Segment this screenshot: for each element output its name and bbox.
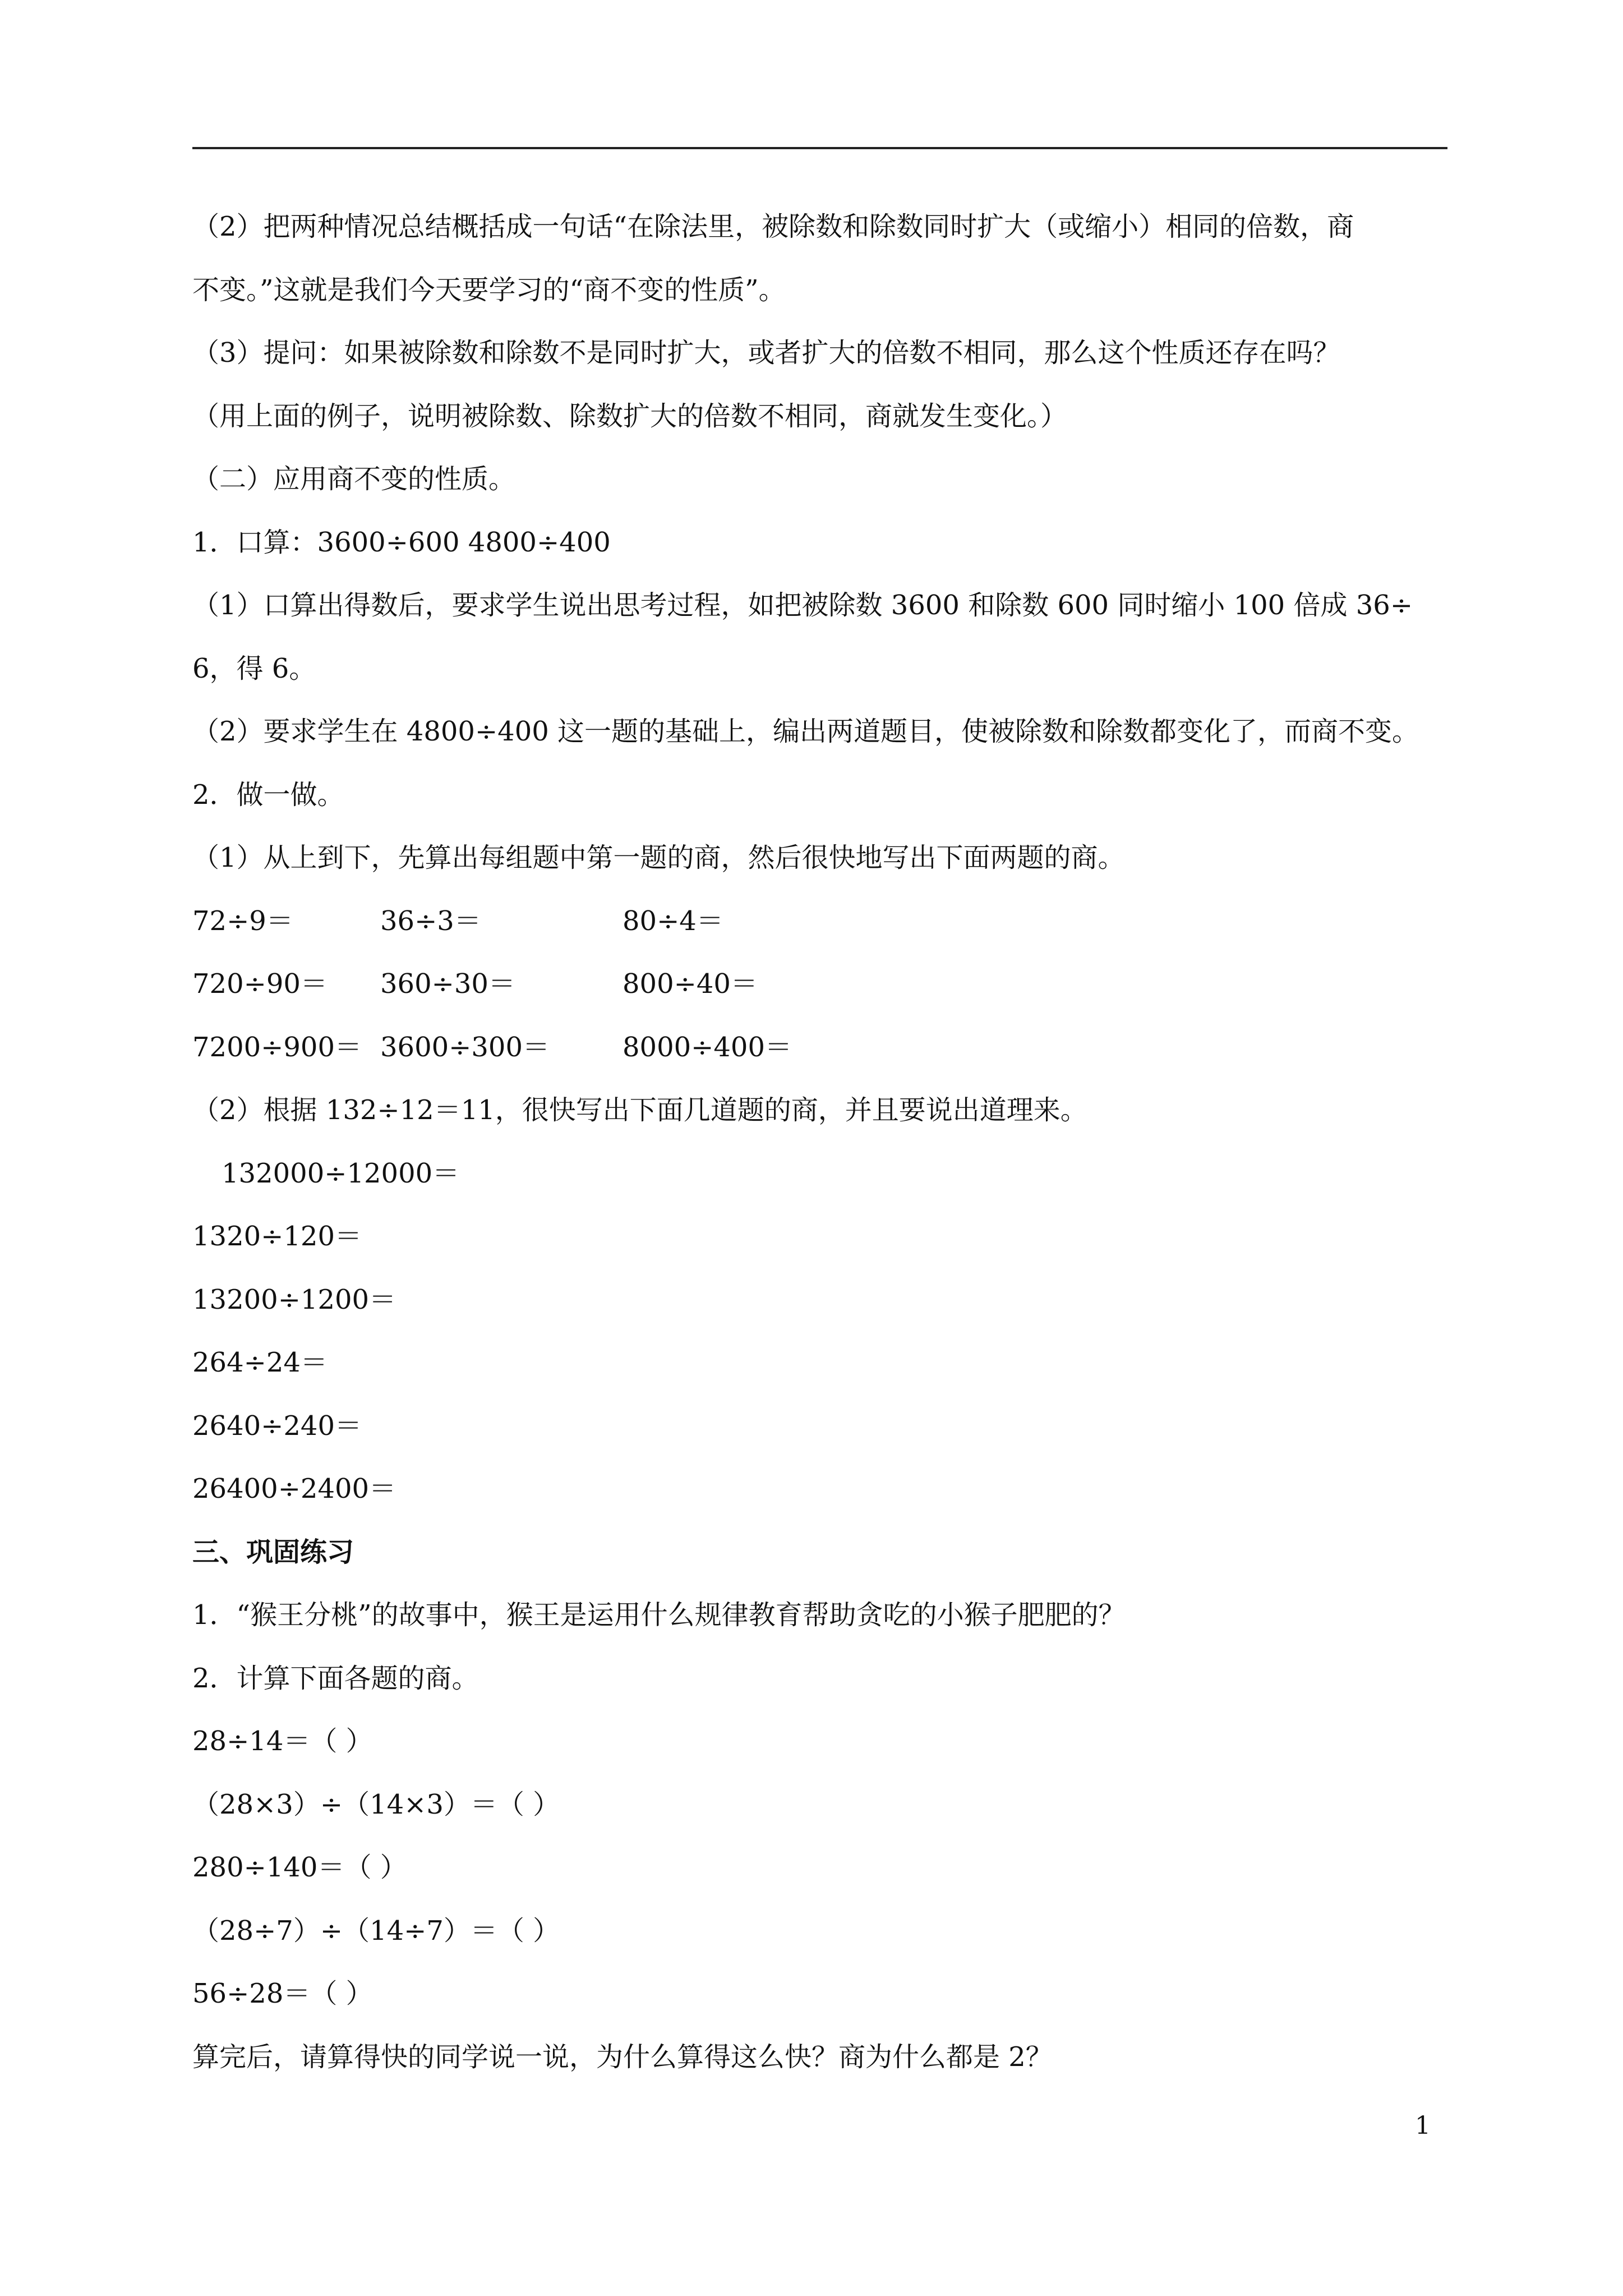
quick-quotient-item: 2640÷240＝ bbox=[192, 1410, 362, 1442]
practice-item: （28÷7）÷（14÷7）＝（ ） bbox=[192, 1915, 560, 1947]
quick-quotient-item: 13200÷1200＝ bbox=[192, 1283, 396, 1315]
exercise-cell: 8000÷400＝ bbox=[623, 1031, 792, 1063]
exercise-cell: 36÷3＝ bbox=[380, 905, 481, 937]
exercise-cell: 80÷4＝ bbox=[623, 905, 723, 937]
paragraph-thinking-line-2: 6，得 6。 bbox=[192, 652, 316, 684]
exercise-row bbox=[192, 890, 1449, 953]
exercise-row bbox=[192, 1016, 1449, 1079]
exercise-cell: 72÷9＝ bbox=[192, 905, 293, 937]
quick-quotient-instruction: （2）根据 132÷12＝11，很快写出下面几道题的商，并且要说出道理来。 bbox=[192, 1094, 1087, 1126]
exercise-row bbox=[192, 953, 1449, 1016]
practice-item: 280÷140＝（ ） bbox=[192, 1852, 407, 1883]
paragraph-summary-line-2: 不变。”这就是我们今天要学习的“商不变的性质”。 bbox=[192, 274, 786, 306]
exercise-cell: 3600÷300＝ bbox=[380, 1031, 550, 1063]
paragraph-compose: （2）要求学生在 4800÷400 这一题的基础上，编出两道题目，使被除数和除数都变化了，而商不变。 bbox=[192, 716, 1419, 747]
page-number: 1 bbox=[1415, 2111, 1431, 2140]
practice-item: （28×3）÷（14×3）＝（ ） bbox=[192, 1788, 560, 1820]
section-heading: 三、巩固练习 bbox=[192, 1536, 354, 1568]
subsection-heading: （二）应用商不变的性质。 bbox=[192, 463, 516, 495]
practice-closing: 算完后，请算得快的同学说一说，为什么算得这么快？商为什么都是 2？ bbox=[192, 2041, 1053, 2073]
exercise-cell: 800÷40＝ bbox=[623, 968, 758, 1000]
header-rule bbox=[192, 147, 1447, 149]
quick-quotient-item: 26400÷2400＝ bbox=[192, 1473, 396, 1504]
practice-item: 56÷28＝（ ） bbox=[192, 1978, 373, 2009]
paragraph-summary-line-1: （2）把两种情况总结概括成一句话“在除法里，被除数和除数同时扩大（或缩小）相同的倍数，商 bbox=[192, 211, 1354, 242]
paragraph-question: （3）提问：如果被除数和除数不是同时扩大，或者扩大的倍数不相同，那么这个性质还存在吗？ bbox=[192, 337, 1340, 369]
exercise-cell: 360÷30＝ bbox=[380, 968, 515, 1000]
practice-question-2: 2．计算下面各题的商。 bbox=[192, 1662, 479, 1694]
quick-quotient-item: 1320÷120＝ bbox=[192, 1221, 362, 1252]
oral-calculation: 1．口算：3600÷600 4800÷400 bbox=[192, 526, 611, 558]
do-it-instruction: （1）从上到下，先算出每组题中第一题的商，然后很快地写出下面两题的商。 bbox=[192, 842, 1125, 873]
exercise-cell: 7200÷900＝ bbox=[192, 1031, 362, 1063]
quick-quotient-item: 132000÷12000＝ bbox=[222, 1157, 460, 1189]
exercise-cell: 720÷90＝ bbox=[192, 968, 328, 1000]
do-it-heading: 2．做一做。 bbox=[192, 779, 344, 811]
quick-quotient-item: 264÷24＝ bbox=[192, 1347, 328, 1378]
practice-question-1: 1．“猴王分桃”的故事中，猴王是运用什么规律教育帮助贪吃的小猴子肥肥的？ bbox=[192, 1599, 1126, 1631]
document-body bbox=[192, 195, 1449, 2088]
paragraph-thinking-line-1: （1）口算出得数后，要求学生说出思考过程，如把被除数 3600 和除数 600 同时缩小 100 倍成 36÷ bbox=[192, 590, 1413, 621]
paragraph-example-note: （用上面的例子，说明被除数、除数扩大的倍数不相同，商就发生变化。） bbox=[192, 400, 1068, 432]
practice-item: 28÷14＝（ ） bbox=[192, 1726, 373, 1757]
